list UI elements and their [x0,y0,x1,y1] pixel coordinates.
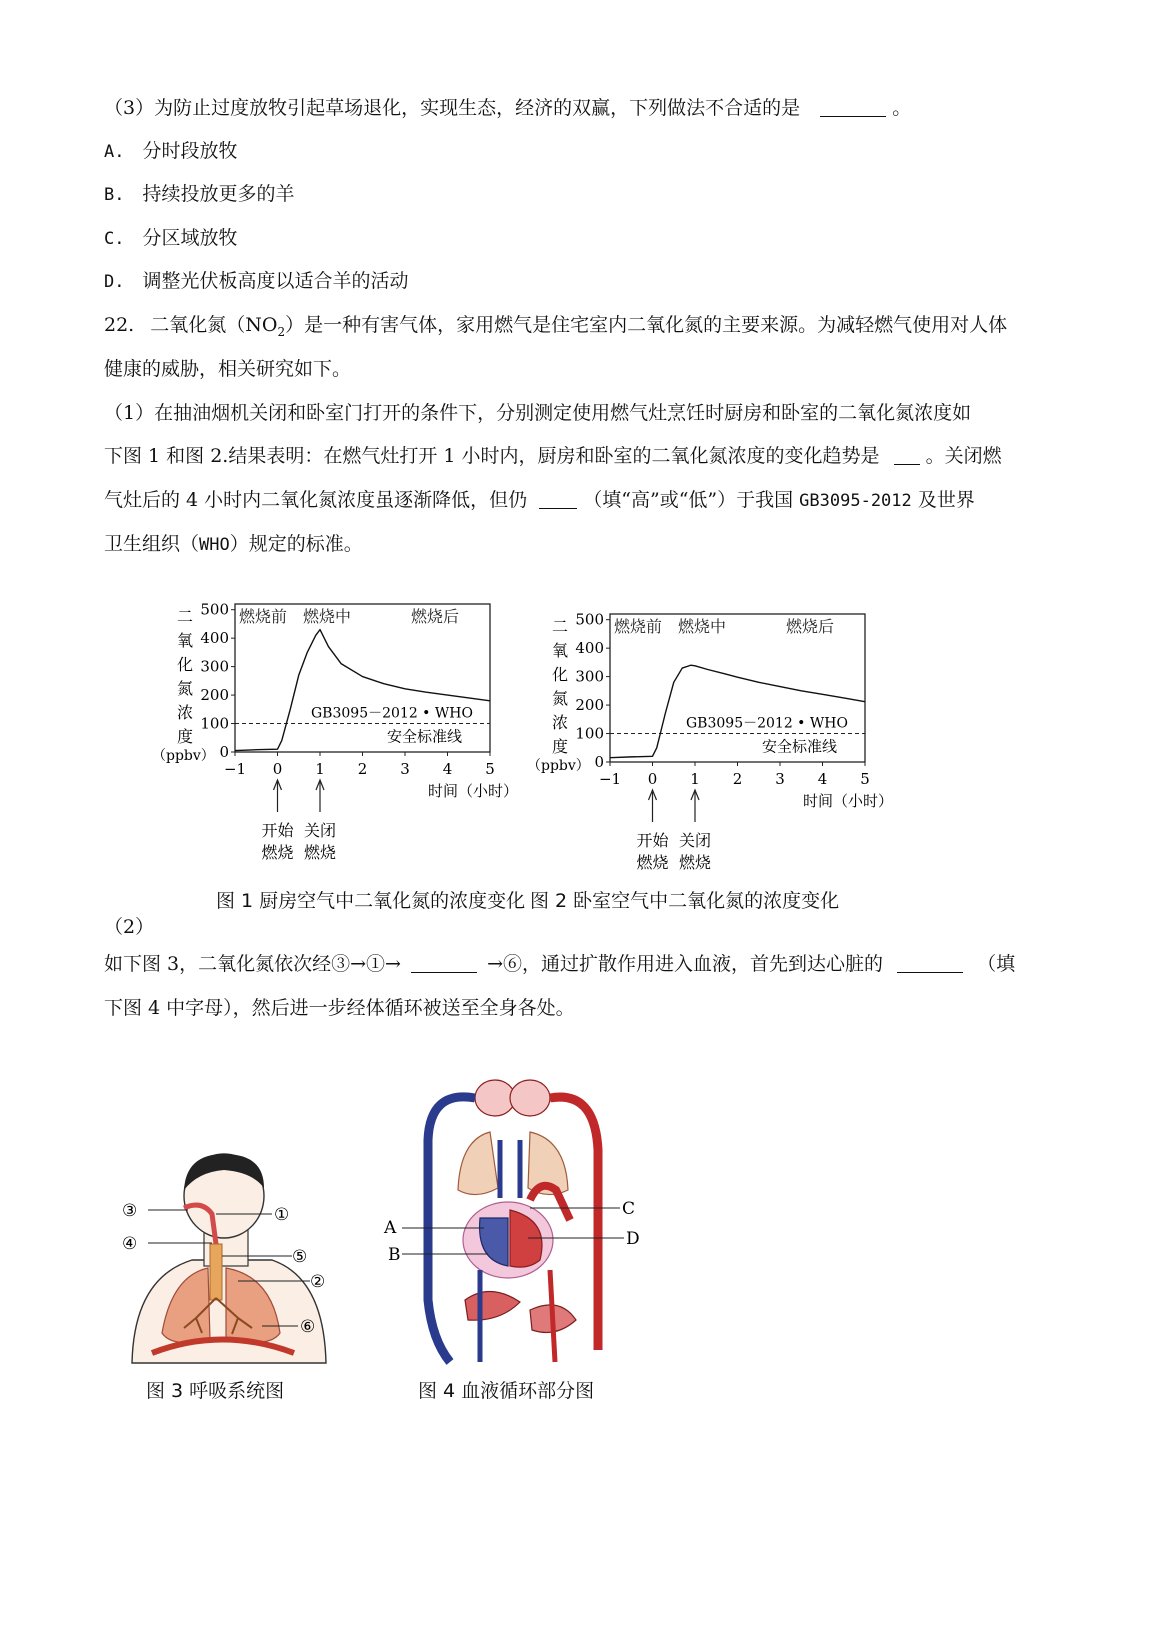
answer-blank-q21-3[interactable] [820,96,886,117]
q22-intro-line2: 健康的威胁，相关研究如下。 [104,358,352,380]
standard-sub-label: 安全标准线 [762,737,838,756]
y-tick-label: 500 [200,600,229,619]
q22-p2-line1: 如下图 3，二氧化氮依次经③→①→ →⑥，通过扩散作用进入血液，首先到达心脏的 （填 [104,953,1016,975]
x-tick-label: −1 [598,770,622,788]
y-tick-label: 200 [575,696,604,715]
y-axis-label-char: 氮 [177,679,194,698]
y-axis-unit: （ppbv） [527,758,590,774]
x-tick-label: 5 [485,760,495,778]
x-tick-label: 5 [860,770,870,788]
bedroom-no2-chart [527,608,915,898]
event-label: 燃烧 [636,853,669,872]
x-tick-label: 2 [732,770,743,788]
q22-p1-line4: 卫生组织（WHO）规定的标准。 [104,533,363,555]
y-axis-label-char: 氧 [552,641,569,660]
y-axis-label-char: 度 [177,727,194,746]
trachea [210,1244,222,1300]
q22-p1-line3: 气灶后的 4 小时内二氧化氮浓度虽逐渐降低，但仍 （填“高”或“低”）于我国 GB3095-2012 及世界 [104,489,975,511]
answer-blank-heart-chamber[interactable] [897,952,963,973]
label-2: ② [310,1272,326,1292]
x-tick-label: 0 [647,770,658,788]
label-3: ③ [122,1201,138,1221]
answer-blank-pathway[interactable] [411,952,477,973]
label-1: ① [274,1205,290,1225]
pulmonary-vessels [500,1140,520,1198]
label-B: B [388,1245,401,1265]
x-tick-label: 3 [775,770,785,788]
label-4: ④ [122,1234,138,1254]
q21-3-stem: （3）为防止过度放牧引起草场退化，实现生态，经济的双赢，下列做法不合适的是 。 [104,97,912,119]
event-label: 关闭 [678,831,712,850]
chart2-caption: 图 2 卧室空气中二氧化氮的浓度变化 [530,890,840,912]
option-c: C. 分区域放牧 [104,227,238,249]
label-5: ⑤ [292,1247,308,1267]
phase-label: 燃烧中 [678,617,727,636]
y-tick-label: 100 [575,724,604,743]
x-tick-label: −1 [223,760,247,778]
phase-label: 燃烧中 [303,607,352,626]
y-axis-label-char: 氧 [177,631,194,650]
answer-blank-high-low[interactable] [539,488,577,509]
q22-p1-line2: 下图 1 和图 2.结果表明：在燃气灶打开 1 小时内，厨房和卧室的二氧化氮浓度的变化趋势是 。关闭燃 [104,445,1002,467]
phase-label: 燃烧后 [411,607,460,626]
fig3-caption: 图 3 呼吸系统图 [146,1380,285,1402]
y-tick-label: 300 [200,657,229,676]
standard-sub-label: 安全标准线 [387,727,463,746]
event-label: 燃烧 [678,853,712,872]
fig4-caption: 图 4 血液循环部分图 [418,1380,595,1402]
x-axis-label: 时间（小时） [428,782,519,800]
y-axis-label-char: 二 [552,617,569,636]
option-d: D. 调整光伏板高度以适合羊的活动 [104,270,409,292]
q22-p2-line2: 下图 4 中字母），然后进一步经体循环被送至全身各处。 [104,997,575,1019]
x-tick-label: 4 [817,770,828,788]
label-D: D [626,1229,640,1249]
event-label: 开始 [261,821,294,840]
x-tick-label: 3 [400,760,410,778]
label-A: A [384,1218,397,1238]
label-C: C [622,1199,636,1219]
x-tick-label: 2 [357,760,368,778]
label-6: ⑥ [300,1317,316,1337]
q22-p2-label: （2） [104,916,155,938]
y-tick-label: 500 [575,610,604,629]
respiratory-system-figure [112,1148,342,1378]
y-axis-label-char: 浓 [177,703,194,722]
standard-label: GB3095－2012 • WHO [311,705,473,722]
y-tick-label: 0 [594,753,604,771]
y-tick-label: 200 [200,686,229,705]
y-axis-label-char: 化 [552,665,569,684]
phase-label: 燃烧前 [239,607,288,626]
option-a: A. 分时段放牧 [104,140,238,162]
chart1-caption: 图 1 厨房空气中二氧化氮的浓度变化 [216,890,526,912]
q22-intro: 22. 二氧化氮$(NO_2)$是一种有害气体，家用燃气是住宅室内二氧化氮的主要来源。为减轻燃气使用对人体 [104,314,1008,339]
standard-label: GB3095－2012 • WHO [686,715,848,732]
x-tick-label: 0 [272,760,283,778]
event-label: 关闭 [303,821,337,840]
upper-capillary-right [510,1080,550,1116]
blood-circulation-figure [380,1070,660,1370]
phase-label: 燃烧后 [786,617,835,636]
kitchen-no2-chart [152,598,540,888]
y-axis-label-char: 氮 [552,689,569,708]
y-axis-label-char: 二 [177,607,194,626]
y-axis-label-char: 浓 [552,713,569,732]
option-b: B. 持续投放更多的羊 [104,183,295,205]
y-tick-label: 400 [200,629,229,648]
lower-capillary-bed [465,1291,520,1320]
y-axis-label-char: 度 [552,737,569,756]
y-tick-label: 0 [219,743,229,761]
x-tick-label: 1 [690,770,700,788]
event-label: 开始 [636,831,669,850]
x-tick-label: 1 [315,760,325,778]
event-label: 燃烧 [303,843,337,862]
upper-capillary-left [475,1080,515,1116]
y-tick-label: 100 [200,714,229,733]
lower-artery [550,1270,555,1362]
y-axis-label-char: 化 [177,655,194,674]
q22-p1-line1: （1）在抽油烟机关闭和卧室门打开的条件下，分别测定使用燃气灶烹饪时厨房和卧室的二氧化氮浓度如 [104,402,972,424]
answer-blank-trend[interactable] [894,444,920,465]
y-tick-label: 300 [575,667,604,686]
y-axis-unit: （ppbv） [152,748,215,764]
x-axis-label: 时间（小时） [803,792,894,810]
event-label: 燃烧 [261,843,294,862]
x-tick-label: 4 [442,760,453,778]
phase-label: 燃烧前 [614,617,663,636]
y-tick-label: 400 [575,639,604,658]
